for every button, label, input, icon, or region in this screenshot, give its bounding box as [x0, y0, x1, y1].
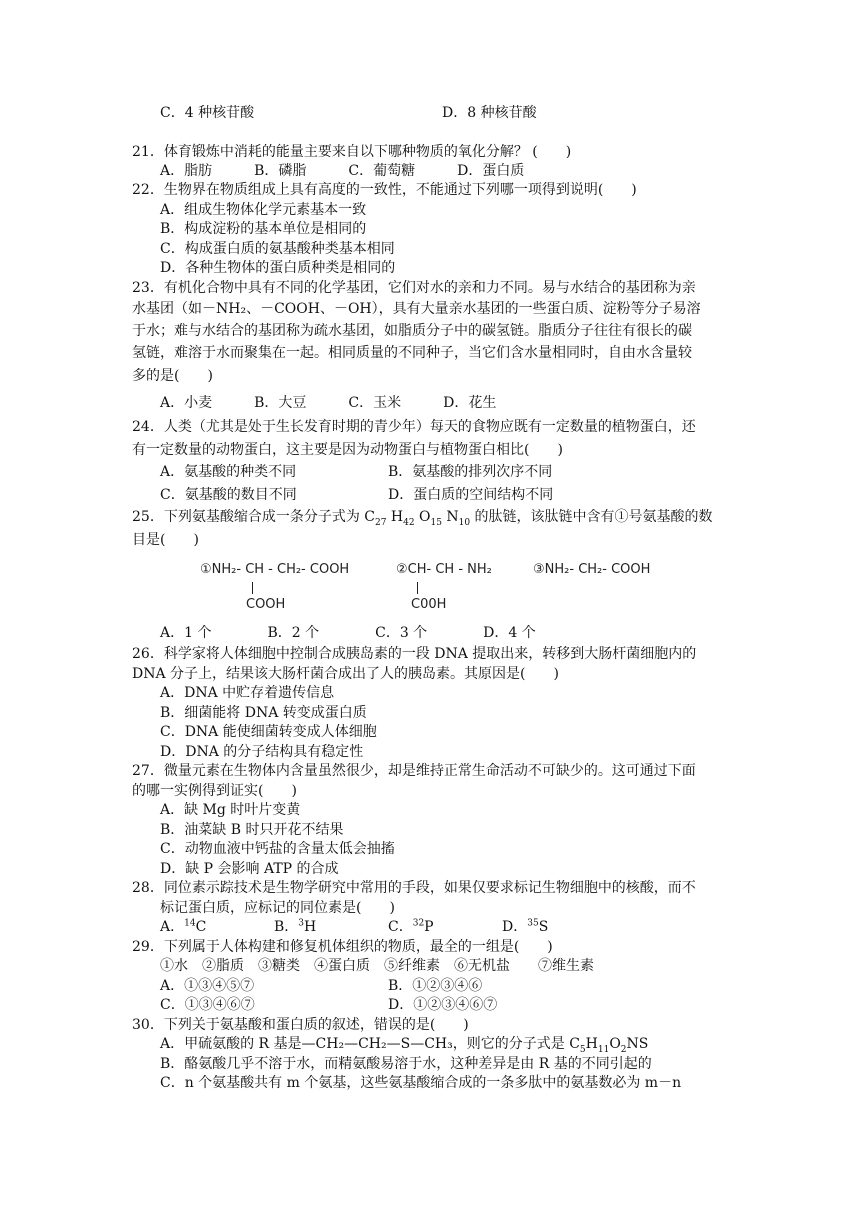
q30-formula-h-count: 11	[597, 1044, 610, 1055]
q30-formula-rest: NS	[626, 1036, 649, 1052]
amino-acid-1-bond	[252, 582, 253, 594]
q30-option-a-pre: A．甲硫氨酸的 R 基是—CH₂—CH₂—S—CH₃，则它的分子式是 C	[160, 1036, 580, 1052]
q24-line-1: 24．人类（尤其是处于生长发育时期的青少年）每天的食物应既有一定数量的植物蛋白，还	[132, 419, 696, 435]
q28-option-b-label: B．	[274, 919, 299, 935]
q22-stem: 22．生物界在物质组成上具有高度的一致性，不能通过下列哪一项得到说明( )	[132, 182, 637, 198]
q25-formula-h-count: 42	[403, 517, 415, 528]
q23-line-5: 多的是( )	[132, 368, 213, 384]
q29-option-b: B．①②③④⑥	[388, 978, 483, 994]
q28-option-b	[274, 918, 316, 937]
q21-stem: 21．体育锻炼中消耗的能量主要来自以下哪种物质的氧化分解？ ( )	[132, 144, 572, 160]
q25-line-1	[132, 508, 713, 527]
q25-line-1-pre: 25．下列氨基酸缩合成一条分子式为 C	[132, 509, 375, 525]
q30-formula-o: O	[609, 1036, 621, 1052]
q25-line-1-post: 的肽链，该肽链中含有①号氨基酸的数	[470, 509, 713, 525]
q22-option-c: C．构成蛋白质的氨基酸种类基本相同	[160, 241, 395, 257]
q20-option-d: D．8 种核苷酸	[442, 105, 537, 121]
amino-acid-1-side-group: COOH	[246, 597, 286, 612]
q28-line-2: 标记蛋白质，应标记的同位素是( )	[160, 900, 395, 916]
q28-option-d-mass: 35	[527, 918, 539, 929]
q25-formula-c-count: 27	[374, 517, 387, 528]
q25-options: A．1 个 B．2 个 C．3 个 D．4 个	[160, 625, 536, 641]
q23-line-3: 于水；难与水结合的基团称为疏水基团，如脂质分子中的碳氢链。脂质分子往往有很长的碳	[132, 323, 692, 339]
q27-line-2: 的哪一实例得到证实( )	[132, 783, 297, 799]
q21-options: A．脂肪 B．磷脂 C．葡萄糖 D．蛋白质	[160, 163, 525, 179]
amino-acid-3: ③NH₂- CH₂- COOH	[533, 562, 651, 577]
q25-formula-h: H	[386, 509, 404, 525]
q24-option-b: B．氨基酸的排列次序不同	[388, 464, 553, 480]
q28-option-d-label: D．	[502, 919, 528, 935]
q30-stem: 30．下列关于氨基酸和蛋白质的叙述，错误的是( )	[132, 1017, 469, 1033]
q23-line-1: 23．有机化合物中具有不同的化学基团，它们对水的亲和力不同。易与水结合的基团称为亲	[132, 280, 696, 296]
amino-acid-2: ②CH- CH - NH₂	[396, 562, 492, 577]
q28-option-b-mass: 3	[298, 918, 305, 929]
amino-acid-2-bond	[417, 582, 418, 594]
q27-option-b: B．油菜缺 B 时只开花不结果	[160, 822, 344, 838]
q28-option-a-mass: 14	[184, 918, 196, 929]
q25-formula-o-count: 15	[430, 517, 442, 528]
q29-option-d: D．①②③④⑥⑦	[388, 997, 498, 1013]
q22-option-d: D．各种生物体的蛋白质种类是相同的	[160, 260, 396, 276]
q24-option-c: C．氨基酸的数目不同	[160, 487, 297, 503]
q29-option-c: C．①③④⑥⑦	[160, 997, 255, 1013]
q28-option-d	[502, 918, 548, 937]
q28-option-a	[160, 918, 206, 937]
q29-stem: 29．下列属于人体构建和修复机体组织的物质，最全的一组是( )	[132, 939, 553, 955]
q26-option-b: B．细菌能将 DNA 转变成蛋白质	[160, 705, 367, 721]
q30-formula-h: H	[585, 1036, 598, 1052]
q24-line-2: 有一定数量的动物蛋白，这主要是因为动物蛋白与植物蛋白相比( )	[132, 442, 563, 458]
q30-option-c: C．n 个氨基酸共有 m 个氨基，这些氨基酸缩合成的一条多肽中的氨基数必为 m－n	[160, 1075, 682, 1091]
q28-line-1: 28．同位素示踪技术是生物学研究中常用的手段，如果仅要求标记生物细胞中的核酸，而不	[132, 880, 696, 896]
q30-formula-o-count: 2	[620, 1044, 627, 1055]
amino-acid-1: ①NH₂- CH - CH₂- COOH	[200, 562, 350, 577]
q29-items: ①水 ②脂质 ③糖类 ④蛋白质 ⑤纤维素 ⑥无机盐 ⑦维生素	[160, 958, 594, 974]
q28-option-a-label: A．	[160, 919, 185, 935]
q30-option-a	[160, 1035, 648, 1054]
q20-option-c: C．4 种核苷酸	[160, 105, 255, 121]
q25-formula-n-count: 10	[458, 517, 471, 528]
q30-formula-c-count: 5	[579, 1044, 586, 1055]
q28-option-c-element: P	[424, 919, 434, 935]
q23-line-2: 水基团（如－NH₂、－COOH、－OH），具有大量亲水基团的一些蛋白质、淀粉等分子易溶	[132, 301, 701, 317]
q30-option-b: B．酪氨酸几乎不溶于水，而精氨酸易溶于水，这种差异是由 R 基的不同引起的	[160, 1056, 652, 1072]
q27-line-1: 27．微量元素在生物体内含量虽然很少，却是维持正常生命活动不可缺少的。这可通过下面	[132, 763, 696, 779]
q22-option-b: B．构成淀粉的基本单位是相同的	[160, 221, 367, 237]
q28-option-d-element: S	[538, 919, 549, 935]
q26-option-c: C．DNA 能使细菌转变成人体细胞	[160, 724, 377, 740]
q26-line-1: 26．科学家将人体细胞中控制合成胰岛素的一段 DNA 提取出来，转移到大肠杆菌细胞内的	[132, 646, 697, 662]
q24-option-a: A．氨基酸的种类不同	[160, 464, 297, 480]
q27-option-c: C．动物血液中钙盐的含量太低会抽搐	[160, 841, 395, 857]
amino-acid-2-side-group: C00H	[411, 597, 447, 612]
q24-option-d: D．蛋白质的空间结构不同	[388, 487, 554, 503]
q25-formula-o: O	[414, 509, 431, 525]
q29-option-a: A．①③④⑤⑦	[160, 978, 255, 994]
q28-option-c-label: C．	[388, 919, 413, 935]
q22-option-a: A．组成生物体化学元素基本一致	[160, 202, 367, 218]
q25-line-2: 目是( )	[132, 532, 199, 548]
q28-option-c	[388, 918, 434, 937]
q23-line-4: 氢链，难溶于水而聚集在一起。相同质量的不同种子，当它们含水量相同时，自由水含量较	[132, 345, 692, 361]
q26-line-2: DNA 分子上，结果该大肠杆菌合成出了人的胰岛素。其原因是( )	[132, 666, 559, 682]
q28-option-a-element: C	[195, 919, 207, 935]
q27-option-a: A．缺 Mg 时叶片变黄	[160, 802, 301, 818]
q26-option-a: A．DNA 中贮存着遗传信息	[160, 685, 335, 701]
q26-option-d: D．DNA 的分子结构具有稳定性	[160, 744, 364, 760]
q25-formula-n: N	[441, 509, 459, 525]
q23-options: A．小麦 B．大豆 C．玉米 D．花生	[160, 395, 497, 411]
q28-option-b-element: H	[304, 919, 317, 935]
q28-option-c-mass: 32	[412, 918, 425, 929]
q27-option-d: D．缺 P 会影响 ATP 的合成	[160, 861, 339, 877]
